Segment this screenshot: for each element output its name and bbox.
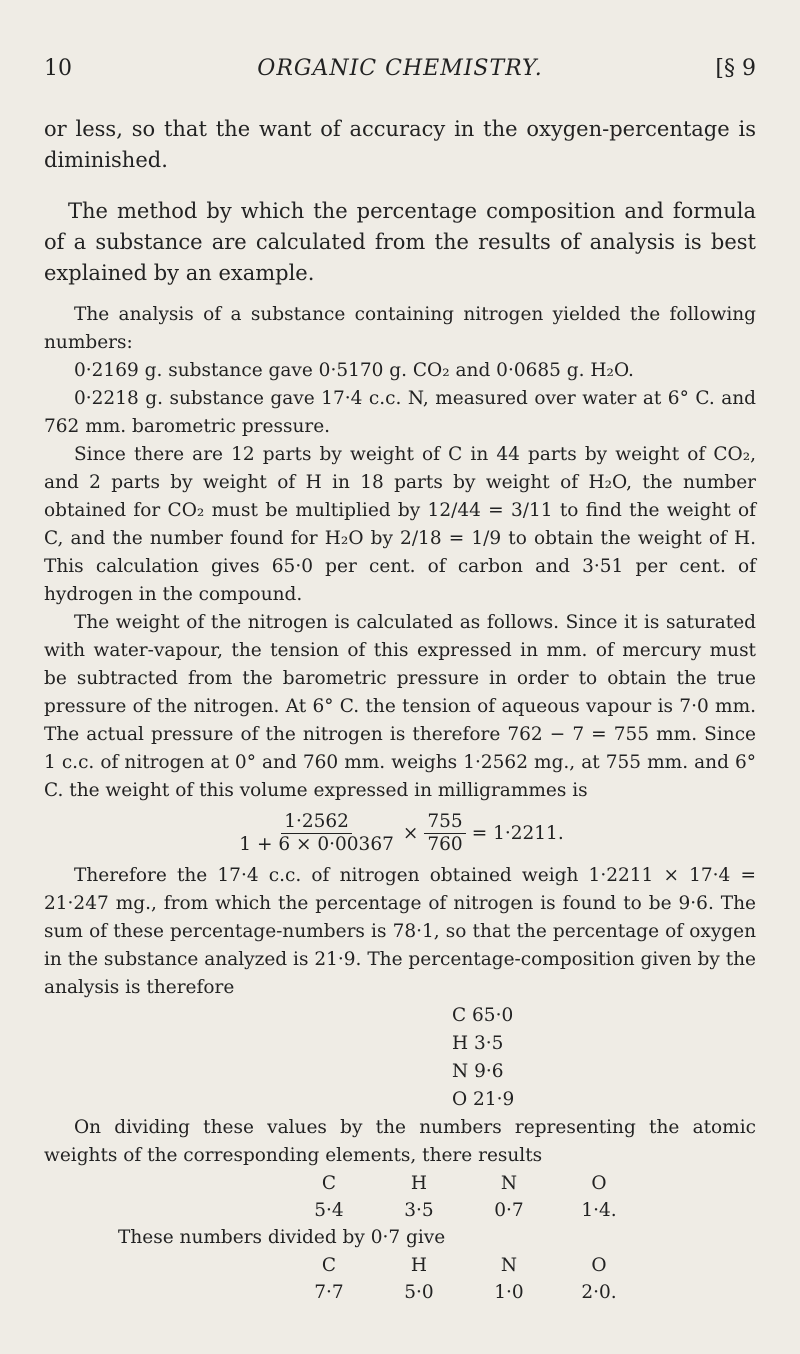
paragraph-divided: These numbers divided by 0·7 give (118, 1227, 446, 1248)
formula-result: = 1·2211. (471, 823, 564, 844)
fraction-density (236, 811, 397, 856)
table-header: H (410, 1173, 428, 1194)
section-marker: [§ 9 (715, 56, 756, 81)
running-header (44, 56, 756, 96)
table-cell: 5·0 (404, 1282, 434, 1303)
fraction-pressure (424, 811, 465, 856)
analysis-line-1: 0·2169 g. substance gave 0·5170 g. CO₂ and 0·0685 g. H₂O. (74, 360, 634, 381)
fraction-denominator: 1 + 6 × 0·00367 (239, 834, 394, 855)
normalized-ratio-table (284, 1252, 644, 1306)
paragraph-nitrogen: The weight of the nitrogen is calculated as follows. Since it is saturated with water-vapour, the tension of this expressed in mm. of mercury must be subtracted from the barometric pressure in order to obtain the true pressure of the nitrogen. At 6° C. the tension of aqueous vapour is 7·0 mm. The actual pressure of the nitrogen is therefore 762 − 7 = 755 mm. Since 1 c.c. of nitrogen at 0° and 760 mm. weighs 1·2562 mg., at 755 mm. and 6° C. the weight of this volume expressed in milligrammes is (44, 612, 756, 801)
table-header: N (500, 1173, 518, 1194)
atomic-ratio-table (284, 1170, 644, 1224)
paragraph-carbon-hydrogen: Since there are 12 parts by weight of C in 44 parts by weight of CO₂, and 2 parts by weight of H in 18 parts by weight of H₂O, the number obtained for CO₂ must be multiplied by 12/44 = 3/11 to find the weight of C, and the number found for H₂O by 2/18 = 1/9 to obtain the weight of H. This calculation gives 65·0 per cent. of carbon and 3·51 per cent. of hydrogen in the compound. (44, 444, 756, 605)
table-header-row (284, 1170, 644, 1197)
paragraph-nitrogen-weight: Therefore the 17·4 c.c. of nitrogen obtained weigh 1·2211 × 17·4 = 21·247 mg., from which the percentage of nitrogen is found to be 9·6. The sum of these percentage-numbers is 78·1, so that the percentage of oxygen in the substance analyzed is 21·9. The percentage-composition given by the analysis is therefore (44, 865, 756, 998)
table-header: O (591, 1255, 607, 1276)
table-cell: 1·4. (581, 1200, 617, 1221)
paragraph-continuation: or less, so that the want of accuracy in the oxygen-percentage is diminished. (44, 117, 756, 172)
table-cell: 0·7 (494, 1200, 524, 1221)
paragraph-method: The method by which the percentage composition and formula of a substance are calculated from the results of analysis is best explained by an example. (44, 199, 756, 285)
times-sign: × (402, 823, 419, 844)
composition-row: C 65·0 (452, 1005, 514, 1026)
table-header: O (591, 1173, 607, 1194)
table-row (284, 1197, 644, 1224)
paragraph-atomic-division: On dividing these values by the numbers representing the atomic weights of the corresponding elements, there results (44, 1117, 756, 1166)
analysis-line-2: 0·2218 g. substance gave 17·4 c.c. N, measured over water at 6° C. and 762 mm. barometric pressure. (44, 388, 756, 437)
analysis-example (44, 301, 756, 1306)
percentage-composition (452, 1002, 756, 1114)
table-cell: 7·7 (314, 1282, 344, 1303)
nitrogen-weight-formula (44, 811, 756, 856)
fraction-denominator: 760 (427, 834, 463, 855)
table-header: H (410, 1255, 428, 1276)
table-header: C (321, 1173, 337, 1194)
table-header: N (500, 1255, 518, 1276)
composition-row: H 3·5 (452, 1033, 504, 1054)
table-header-row (284, 1252, 644, 1279)
table-row (284, 1279, 644, 1306)
fraction-numerator: 1·2562 (281, 811, 352, 834)
table-header: C (321, 1255, 337, 1276)
page-number: 10 (44, 56, 72, 81)
composition-row: N 9·6 (452, 1061, 504, 1082)
table-cell: 5·4 (314, 1200, 344, 1221)
table-cell: 2·0. (581, 1282, 617, 1303)
analysis-intro: The analysis of a substance containing nitrogen yielded the following numbers: (44, 304, 756, 353)
running-title: ORGANIC CHEMISTRY. (257, 56, 543, 81)
composition-row: O 21·9 (452, 1089, 515, 1110)
table-cell: 3·5 (404, 1200, 434, 1221)
fraction-numerator: 755 (424, 811, 465, 834)
table-cell: 1·0 (494, 1282, 524, 1303)
